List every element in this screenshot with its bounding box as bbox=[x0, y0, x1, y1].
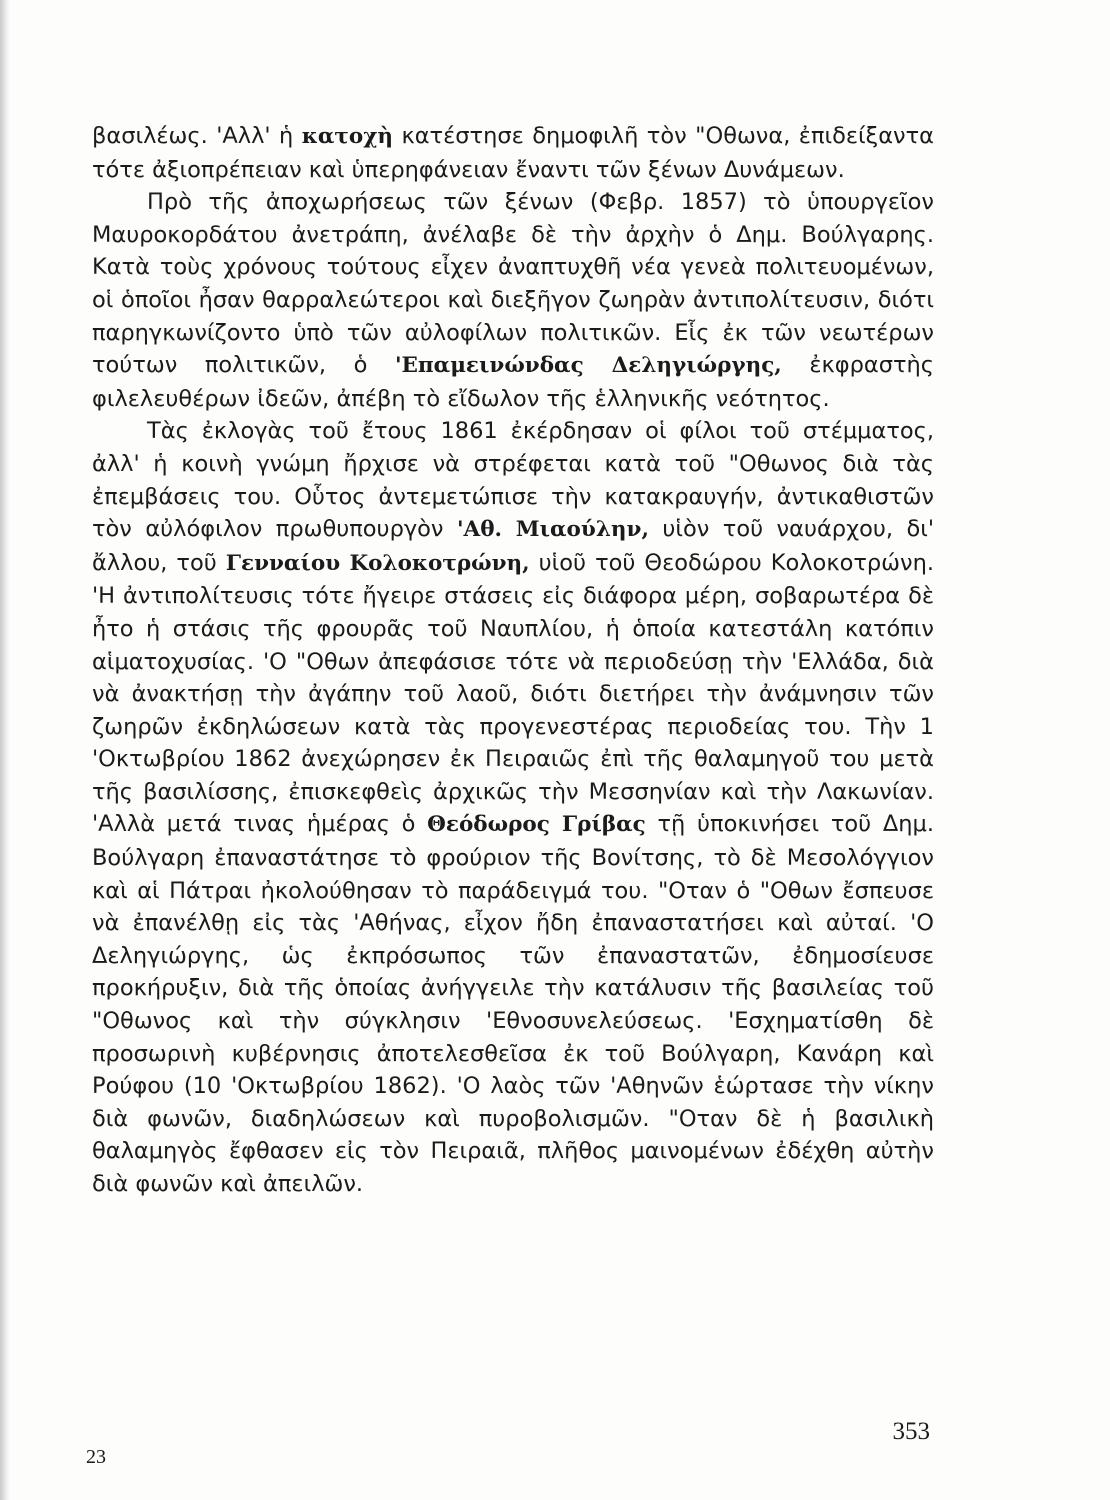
signature-mark: 23 bbox=[86, 1446, 106, 1468]
page-number: 353 bbox=[892, 1418, 930, 1445]
text-run: Πρὸ τῆς ἀποχωρήσεως τῶν ξένων (Φεβρ. 1857) τὸ ὑπουργεῖον Μαυροκορδάτου ἀνετράπη, ἀνέλαβε δὲ τὴν ἀρχὴν ὁ Δημ. Βούλγαρης. Κατὰ τοὺς χρόνους τούτους εἶχεν ἀναπτυχθῆ νέα γενεὰ πολιτευομένων, οἱ ὁποῖοι ἦσαν θαρραλεώτεροι καὶ διεξῆγον ζωηρὰν ἀντιπολίτευσιν, διότι παρηγκωνίζοντο ὑπὸ τῶν αὐλοφίλων πολιτικῶν. Εἷς ἐκ τῶν νεωτέρων τούτων πολιτικῶν, ὁ bbox=[92, 189, 934, 379]
bold-name: Θεόδωρος Γρίβας bbox=[427, 812, 646, 838]
page-edge-shadow bbox=[0, 0, 10, 1500]
bold-term: κατοχὴ bbox=[301, 124, 394, 149]
text-run: κατέστησε δημοφιλῆ τὸν "Οθωνα, ἐπιδείξαντα τότε ἀξιοπρέπειαν καὶ ὑπερηφάνειαν ἔναντι τῶν ξένων Δυνάμεων. bbox=[92, 123, 934, 183]
paragraph-1 bbox=[92, 120, 934, 186]
paragraph-2 bbox=[92, 186, 934, 415]
bold-name: 'Επαμεινώνδας Δεληγιώργης, bbox=[394, 353, 782, 379]
text-run: Τὰς ἐκλογὰς τοῦ ἔτους 1861 ἐκέρδησαν οἱ φίλοι τοῦ στέμματος, ἀλλ' ἡ κοινὴ γνώμη ἤρχισε νὰ στρέφεται κατὰ τοῦ "Οθωνος διὰ τὰς ἐπεμβάσεις του. Οὗτος ἀντεμετώπισε τὴν κατακραυγήν, ἀντικαθιστῶν τὸν αὐλόφιλον πρωθυπουργὸν bbox=[92, 418, 934, 543]
text-run: βασιλέως. 'Αλλ' ἡ bbox=[92, 123, 302, 149]
bold-name: 'Αθ. Μιαούλην, bbox=[456, 517, 649, 543]
body-text bbox=[92, 120, 934, 1201]
text-run: ἐκφραστὴς φιλελευθέρων ἰδεῶν, ἀπέβη τὸ εἴδωλον τῆς ἑλληνικῆς νεότητος. bbox=[92, 352, 934, 412]
text-run: υἱοῦ τοῦ Θεοδώρου Κολοκοτρώνη. 'Η ἀντιπολίτευσις τότε ἤγειρε στάσεις εἰς διάφορα μέρη, σοβαρωτέρα δὲ ἦτο ἡ στάσις τῆς φρουρᾶς τοῦ Ναυπλίου, ἡ ὁποία κατεστάλη κατόπιν αἱματοχυσίας. 'Ο "Οθων ἀπεφάσισε τότε νὰ περιοδεύσῃ τὴν 'Ελλάδα, διὰ νὰ ἀνακτήσῃ τὴν ἀγάπην τοῦ λαοῦ, διότι διετήρει τὴν ἀνάμνησιν τῶν ζωηρῶν ἐκδηλώσεων κατὰ τὰς προγενεστέρας περιοδείας του. Τὴν 1 'Οκτωβρίου 1862 ἀνεχώρησεν ἐκ Πειραιῶς ἐπὶ τῆς θαλαμηγοῦ του μετὰ τῆς βασιλίσσης, ἐπισκεφθεὶς ἀρχικῶς τὴν Μεσσηνίαν καὶ τὴν Λακωνίαν. 'Αλλὰ μετά τινας ἡμέρας ὁ bbox=[92, 549, 934, 838]
bold-name: Γενναίου Κολοκοτρώνη, bbox=[225, 550, 530, 576]
paragraph-3 bbox=[92, 415, 934, 1200]
text-run: τῇ ὑποκινήσει τοῦ Δημ. Βούλγαρη ἐπαναστάτησε τὸ φρούριον τῆς Βονίτσης, τὸ δὲ Μεσολόγγιον καὶ αἱ Πάτραι ἠκολούθησαν τὸ παράδειγμά του. "Οταν ὁ "Οθων ἔσπευσε νὰ ἐπανέλθῃ εἰς τὰς 'Αθήνας, εἶχον ἤδη ἐπαναστατήσει καὶ αὐταί. 'Ο Δεληγιώργης, ὡς ἐκπρόσωπος τῶν ἐπαναστατῶν, ἐδημοσίευσε προκήρυξιν, διὰ τῆς ὁποίας ἀνήγγειλε τὴν κατάλυσιν τῆς βασιλείας τοῦ "Οθωνος καὶ τὴν σύγκλησιν 'Εθνοσυνελεύσεως. 'Εσχηματίσθη δὲ προσωρινὴ κυβέρνησις ἀποτελεσθεῖσα ἐκ τοῦ Βούλγαρη, Κανάρη καὶ Ρούφου (10 'Οκτωβρίου 1862). 'Ο λαὸς τῶν 'Αθηνῶν ἑώρτασε τὴν νίκην διὰ φωνῶν, διαδηλώσεων καὶ πυροβολισμῶν. "Οταν δὲ ἡ βασιλικὴ θαλαμηγὸς ἔφθασεν εἰς τὸν Πειραιᾶ, πλῆθος μαινομένων ἐδέχθη αὐτὴν διὰ φωνῶν καὶ ἀπειλῶν. bbox=[92, 811, 935, 1197]
text-run: υἱὸν τοῦ ναυάρχου, δι' ἄλλου, τοῦ bbox=[92, 516, 935, 576]
